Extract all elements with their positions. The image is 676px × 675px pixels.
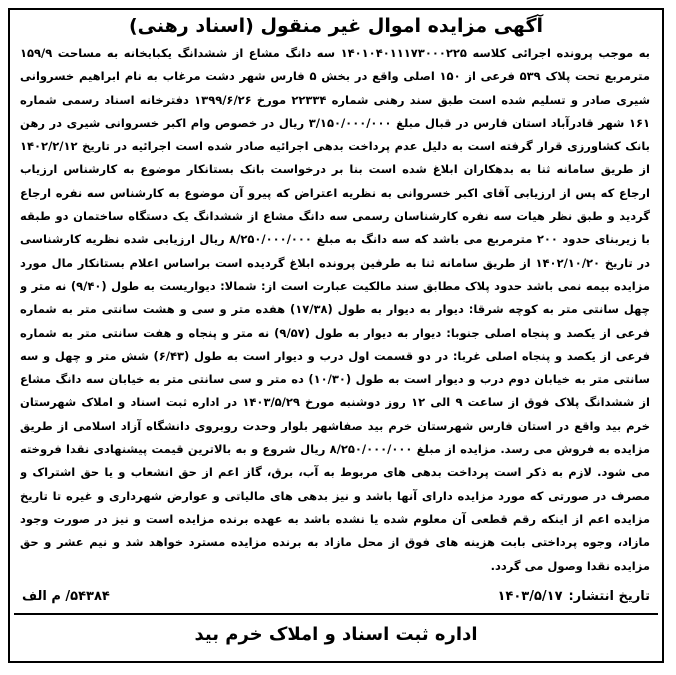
notice-body: به موجب پرونده اجرائی کلاسه ۱۴۰۱۰۴۰۱۱۱۷۳۰۰۰۲۲۵ سه دانگ مشاع از ششدانگ یکبابخانه به مساحت ۱۵۹/۹ مترمربع تحت پلاک ۵۳۹ فرعی از ۱۵۰ اصلی واقع در بخش ۵ فارس شهر دشت مرغاب به نام ابراهیم خسروانی شیری صادر و تسلیم شده است طبق سند رهنی شماره ۲۲۳۳۴ مورخ ۱۳۹۹/۶/۲۶ دفترخانه اسناد رسمی شماره ۱۶۱ شهر قادرآباد استان فارس در قبال مبلغ ۳/۱۵۰/۰۰۰/۰۰۰ ریال در خصوص وام اکبر خسروانی شیری در رهن بانک کشاورزی قرار گرفته است به دلیل عدم پرداخت بدهی اجرائیه صادر شده است اجرائیه در تاریخ ۱۴۰۲/۲/۱۲ از طریق سامانه ثنا به بدهکاران ابلاغ شده است بنا بر درخواست بانک بستانکار موضوع به کارشناس ارزیاب ارجاع که پس از ارزیابی آقای اکبر خسروانی به نظریه اعتراض که پیرو آن موضوع به کارشناس سه نفره ارجاع گردید و طبق نظر هیات سه نفره کارشناسان رسمی سه دانگ مشاع از ششدانگ یک دستگاه ساختمان دو طبقه با زیربنای حدود ۲۰۰ مترمربع می باشد که سه دانگ به مبلغ ۸/۲۵۰/۰۰۰/۰۰۰ ریال ارزیابی شده نظریه کارشناسی در تاریخ ۱۴۰۲/۱۰/۲۰ از طریق سامانه ثنا به طرفین پرونده ابلاغ گردیده است براساس اعلام بستانکار مال مورد مزایده بیمه نمی باشد حدود پلاک مطابق سند مالکیت عبارت است از: شمالا: دیواریست به طول (۹/۴۰) نه متر و چهل سانتی متر به کوچه شرقا: دیوار به دیوار به طول (۱۷/۳۸) هفده متر و سی و هشت سانتی متر به شماره فرعی از یکصد و پنجاه اصلی جنوبا: دیوار به دیوار به طول (۹/۵۷) نه متر و پنجاه و هفت سانتی متر به شماره فرعی از یکصد و پنجاه اصلی غربا: در دو قسمت اول درب و دیوار است به طول (۶/۴۳) شش متر و چهل و سه سانتی متر به خیابان دوم درب و دیوار است به طول (۱۰/۳۰) ده متر و سی سانتی متر به خیابان سه دانگ مشاع از ششدانگ پلاک فوق از ساعت ۹ الی ۱۲ روز دوشنبه مورخ ۱۴۰۳/۵/۲۹ در اداره ثبت اسناد و املاک شهرستان خرم بید واقع در استان فارس شهرستان خرم بید صفاشهر بلوار وحدت روبروی دانشگاه آزاد اسلامی از طریق مزایده به فروش می رسد. مزایده از مبلغ ۸/۲۵۰/۰۰۰/۰۰۰ ریال شروع و به بالاترین قیمت پیشنهادی نقدا فروخته می شود. لازم به ذکر است پرداخت بدهی های مربوط به آب، برق، گاز اعم از حق انشعاب و یا حق اشتراک و مصرف در صورتی که مورد مزایده دارای آنها باشد و نیز بدهی های مالیاتی و عوارض شهرداری و غیره تا تاریخ مزایده اعم از اینکه رقم قطعی آن معلوم شده یا نشده باشد به عهده برنده مزایده است و نیز در صورت وجود مازاد، وجوه پرداختی بابت هزینه های فوق از محل مازاد به برنده مزایده مسترد خواهد شد و نیم عشر و حق مزایده نقدا وصول می گردد.	[20, 46, 650, 573]
publish-date: ۱۴۰۳/۵/۱۷	[497, 589, 563, 604]
footer-divider	[14, 613, 658, 615]
publish-date-group	[497, 584, 650, 610]
publication-info	[22, 584, 650, 610]
notice-frame	[8, 8, 664, 663]
reference-number: ۵۴۳۸۴/ م الف	[22, 589, 110, 604]
notice-title: آگهی مزایده اموال غیر منقول (اسناد رهنی)	[128, 15, 544, 37]
issuing-office: اداره ثبت اسناد و املاک خرم بید	[194, 624, 478, 645]
publish-date-label: تاریخ انتشار:	[568, 589, 650, 604]
